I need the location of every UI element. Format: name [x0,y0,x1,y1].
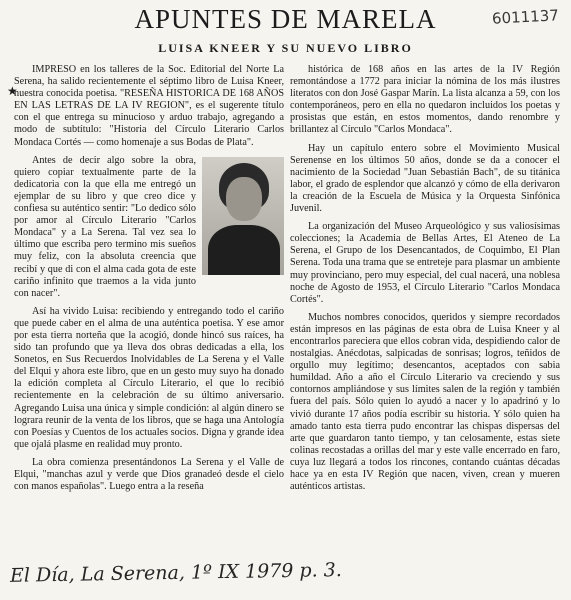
paragraph: IMPRESO en los talleres de la Soc. Editorial del Norte La Serena, ha salido recientemente el séptimo libro de Luisa Kneer, nuestra conocida poetisa. "RESEÑA HISTORICA DE 168 AÑOS EN LAS LETRAS DE LA IV REGION", es el sugerente título con el que entrega su minucioso y arduo trabajo, agregando a modo de subtítulo: "Historia del Círculo Literario Carlos Mondaca Cortés — como homenaje a sus Bodas de Plata". [14,64,284,148]
handwritten-source-note: El Día, La Serena, 1º IX 1979 p. 3. [9,559,343,587]
article-title: APUNTES DE MARELA [134,4,437,34]
star-mark-icon: ★ [7,84,18,98]
paragraph: histórica de 168 años en las artes de la IV Región remontándose a 1772 para iniciar la nómina de los más ilustres literatos con don José Gaspar Marín. La lista alcanza a 59, con los contemporáneos, pero en ella no quedaron incluidos los poetas y prosistas que están, en estos momentos, dando renombre y brillantez al Círculo "Carlos Mondaca". [290,64,560,136]
paragraph: Antes de decir algo sobre la obra, quiero copiar textualmente parte de la dedicatoria con la que ella me entregó un ejemplar de su libro y que creo dice y confiesa su auténtico sentir: "Lo dedico sólo por amor al Círculo Literario "Carlos Mondaca" y a La Serena. Tal vez sea lo último que escriba pero termino mis sueños muy feliz, con la absoluta creencia que recibí y que di con el alma cada gota de este cariño infinito que traemos a la vida junto con nacer". [14,154,196,299]
paragraph: Así ha vivido Luisa: recibiendo y entregando todo el cariño que puede caber en el alma de una auténtica poetisa. Y ese amor por esta tierra norteña que la acogió, donde hincó sus raíces, ha sido tan profundo que ya lleva dos obras dedicadas a ella, los Sonetos, en Sus Recuerdos Inolvidables de La Serena y el Valle del Elqui y ahora este libro, que en un gesto muy suyo ha donado la edición completa al Círculo Literario, el que lo recibió recientemente en la celebración de su último aniversario. Agregando Luisa una única y simple condición: al algún dinero se lograra reunir de la venta de los libros, que se haga una Antología con Poesías y Cuentos de los actuales socios. Digna y grande idea que ojalá plasme en realidad muy pronto. [14,305,284,450]
right-column [290,64,560,562]
article-subtitle: LUISA KNEER Y SU NUEVO LIBRO [158,41,413,55]
paragraph: Hay un capítulo entero sobre el Movimiento Musical Serenense en los últimos 50 años, donde se da a conocer el nacimiento de la Sociedad "Juan Sebastián Bach", de su titánica labor, el grado de esplendor que alcanzó y cómo de ella derivaron la creación de la Escuela de Música y la Orquesta Sinfónica Juvenil. [290,142,560,215]
author-portrait-photo [202,157,284,275]
paragraph: Muchos nombres conocidos, queridos y siempre recordados están impresos en las páginas de esta obra de Luisa Kneer y al encontrarlos pareciera que ellos cobran vida, despidiendo calor de nostalgias. Anécdotas, salpicadas de sonrisas; logros, teñidos de orgullo muy legítimo; desencantos, aceptados con sabia humildad. Año a año el Círculo Literario va creciendo y sus contornos ampliándose y sus límites salen de la región y también fuera del país. Sólo quien lo ayudó a nacer y lo apadrinó y lo vivió durante 17 años podía escribir su historia. Y sólo quien ha amado tanto esta tierra pudo encontrar las chispas dispersas del arte que guardaron tanto tiempo, y tan celosamente, estas siete colinas recostadas a orillas del mar y este valle encerrado en faro, cuya luz llegará a todos los rincones, contando cuántas décadas hace ya en esta IV Región que nacen, viven, crean y mueren auténticos artistas. [290,311,560,493]
paragraph: La organización del Museo Arqueológico y sus valiosísimas colecciones; la Academia de Bellas Artes, El Ateneo de La Serena, el Grupo de los Desencantados, de Coquimbo, El Plan Serena. Toda una trama que se entreteje para plasmar un ambiente muy provinciano, pero muy especial, del cual nacerá, una noblesa noche de Agosto de 1953, el Círculo Literario "Carlos Mondaca Cortés". [290,221,560,305]
paragraph: La obra comienza presentándonos La Serena y el Valle de Elqui, "manchas azul y verde que Dios granadeó desde el cielo con manos españolas". Luego entra a la reseña [14,456,284,493]
archive-handwritten-number: 6011137 [491,6,560,28]
left-column [14,64,284,552]
